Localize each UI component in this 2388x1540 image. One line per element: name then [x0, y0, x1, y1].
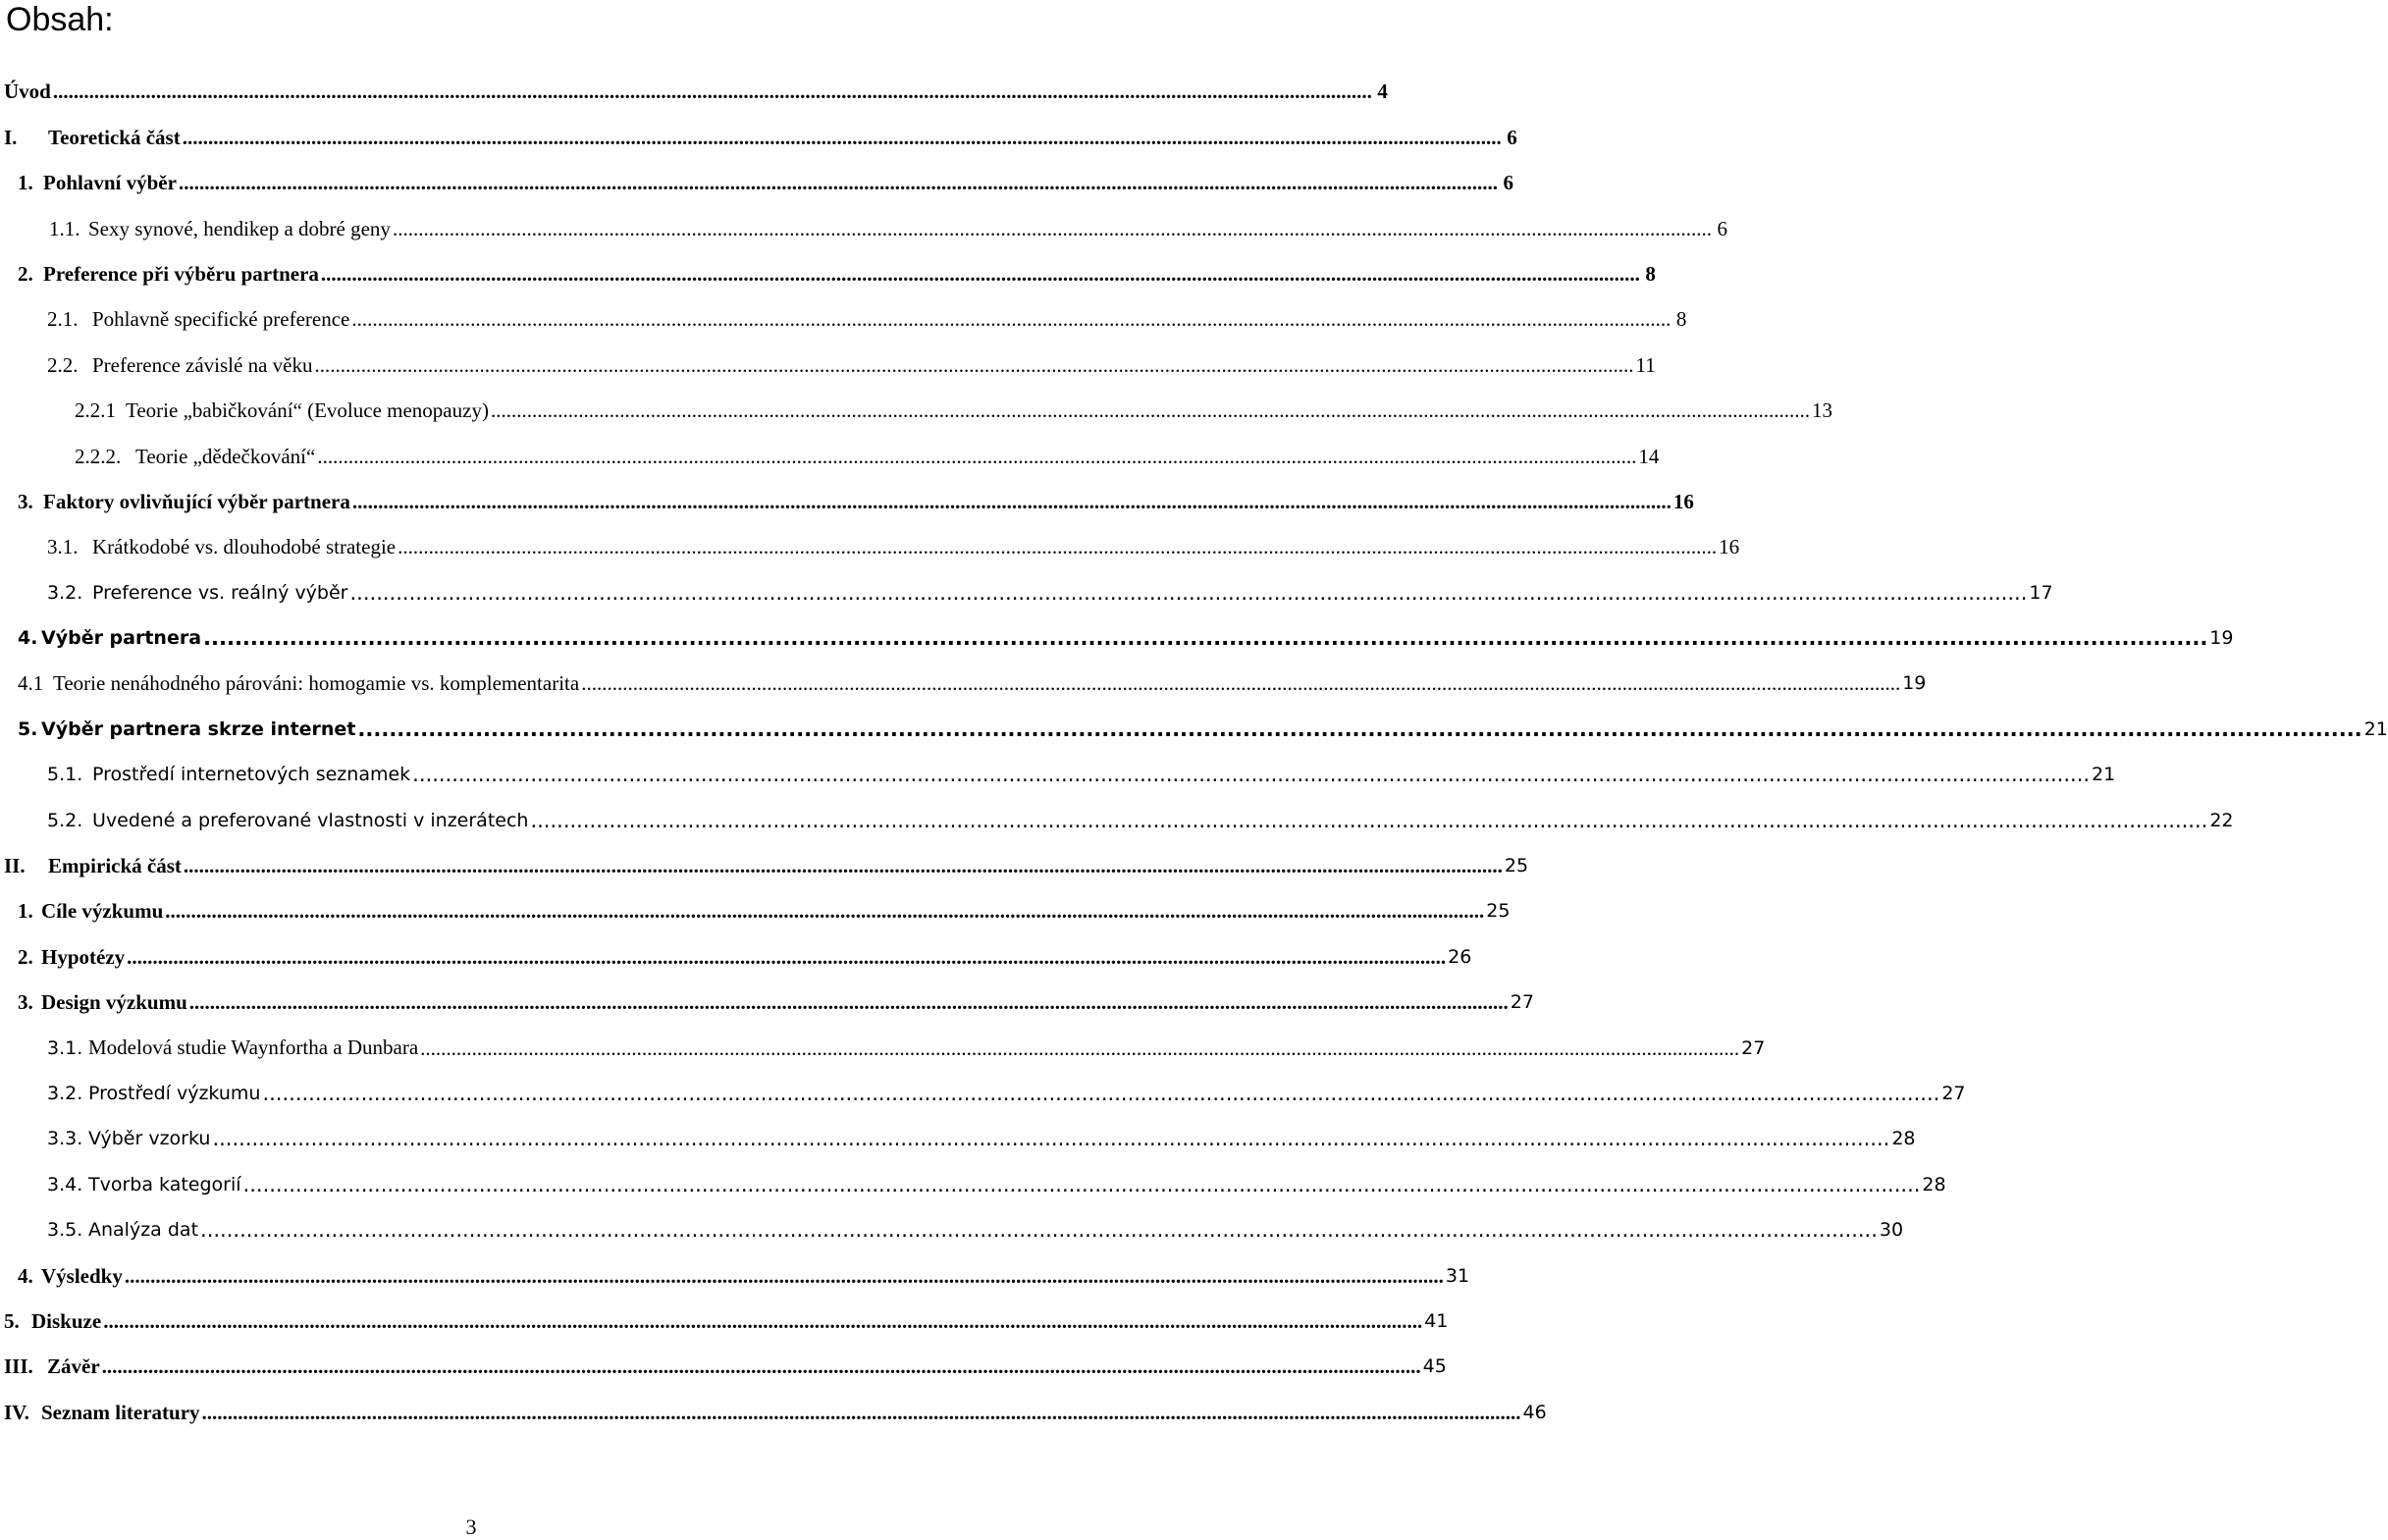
toc-entry[interactable]: [0, 433, 1660, 478]
toc-entry[interactable]: [0, 205, 1727, 250]
toc-entry-title: Pohlavní výběr: [43, 171, 177, 195]
toc-entry-number: 3.: [18, 489, 33, 513]
toc-entry-title: Prostředí výzkumu: [88, 1082, 261, 1104]
leader-dots: [189, 989, 1509, 1015]
toc-entry-title: Empirická část: [48, 854, 182, 878]
toc-entry-label: [47, 762, 410, 787]
toc-entry-label: [47, 306, 349, 332]
toc-entry-number: IV.: [4, 1400, 29, 1424]
leader-dots: [350, 580, 2028, 606]
toc-entry-title: Faktory ovlivňující výběr partnera: [43, 489, 350, 513]
toc-entry-number: 3.2.: [47, 1082, 83, 1104]
toc-entry[interactable]: [0, 752, 2116, 797]
toc-entry[interactable]: [0, 388, 1832, 433]
toc-entry-number: 2.2.: [47, 352, 79, 377]
toc-entry-number: 4.: [18, 627, 38, 650]
toc-entry-page: 13: [1811, 398, 1832, 423]
toc-entry-label: [18, 170, 177, 195]
toc-entry-page: 19: [2209, 627, 2234, 650]
toc-entry-label: [4, 79, 51, 104]
leader-dots: [393, 216, 1712, 241]
toc-entry-number: 5.2.: [47, 809, 83, 831]
toc-entry-title: Výběr vzorku: [88, 1128, 211, 1150]
toc-entry-title: Výsledky: [41, 1263, 123, 1288]
toc-entry[interactable]: [0, 1071, 1966, 1116]
toc-entry[interactable]: [0, 980, 1534, 1025]
toc-entry-label: [18, 261, 319, 287]
toc-entry[interactable]: [0, 1299, 1449, 1344]
leader-dots: [491, 398, 1810, 423]
toc-entry-page: 28: [1891, 1128, 1916, 1150]
toc-entry-title: Teorie „babičkování“ (Evoluce menopauzy): [126, 398, 489, 423]
toc-entry-number: I.: [4, 125, 18, 149]
toc-entry[interactable]: [0, 342, 1656, 387]
toc-entry-page: 8: [1675, 307, 1687, 332]
toc-entry[interactable]: [0, 479, 1694, 524]
toc-entry-title: Hypotézy: [41, 944, 126, 969]
leader-dots: [420, 1036, 1739, 1061]
toc-entry-title: Preference vs. reálný výběr: [92, 581, 348, 604]
toc-entry-page: 21: [2092, 764, 2116, 786]
leader-dots: [203, 625, 2207, 651]
toc-entry-label: [18, 670, 579, 696]
toc-entry-label: [4, 1400, 200, 1425]
leader-dots: [184, 853, 1503, 878]
toc-entry-number: 2.: [18, 261, 33, 286]
toc-entry-title: Preference závislé na věku: [92, 352, 313, 377]
toc-entry[interactable]: [0, 569, 2053, 614]
toc-entry-number: 3.2.: [47, 581, 83, 604]
toc-entry-title: Teorie „dědečkování“: [135, 444, 316, 468]
toc-entry-number: 3.: [18, 990, 33, 1015]
leader-dots: [165, 898, 1484, 924]
toc-entry-number: 3.1.: [47, 1036, 83, 1059]
toc-entry-page: 27: [1741, 1036, 1766, 1059]
toc-entry-title: Analýza dat: [88, 1219, 199, 1242]
leader-dots: [103, 1308, 1422, 1334]
toc-entry-page: 8: [1645, 261, 1656, 286]
toc-entry-page: 16: [1719, 535, 1740, 559]
toc-entry-page: 14: [1638, 444, 1660, 468]
toc-entry-number: 3.4.: [47, 1173, 83, 1195]
leader-dots: [179, 170, 1498, 195]
toc-entry-title: Úvod: [4, 80, 51, 104]
leader-dots: [357, 717, 2361, 742]
leader-dots: [351, 306, 1671, 332]
toc-entry-page: 46: [1522, 1401, 1547, 1423]
toc-entry-number: 4.: [18, 1263, 33, 1288]
toc-entry-label: [18, 1263, 123, 1289]
toc-entry-number: 4.1: [18, 671, 44, 696]
toc-entry-number: II.: [4, 854, 26, 878]
toc-entry-page: 27: [1941, 1082, 1966, 1104]
toc-entry[interactable]: [0, 615, 2234, 661]
leader-dots: [200, 1217, 1878, 1243]
toc-entry-title: Preference při výběru partnera: [43, 261, 319, 286]
toc-entry-page: 11: [1635, 352, 1656, 377]
toc-entry-page: 6: [1503, 171, 1513, 195]
toc-entry-title: Krátkodobé vs. dlouhodobé strategie: [92, 535, 397, 559]
toc-entry-title: Seznam literatury: [41, 1400, 200, 1424]
toc-entry-title: Závěr: [47, 1354, 100, 1379]
toc-entry-title: Prostředí internetových seznamek: [92, 764, 411, 786]
toc-entry[interactable]: [0, 843, 1529, 888]
toc-entry[interactable]: [0, 661, 1927, 706]
toc-entry-page: 21: [2363, 717, 2388, 740]
leader-dots: [183, 125, 1502, 150]
toc-entry-page: 31: [1445, 1264, 1470, 1287]
toc-entry-page: 27: [1510, 991, 1534, 1014]
leader-dots: [321, 261, 1640, 287]
toc-entry-label: [18, 944, 125, 970]
leader-dots: [243, 1172, 1921, 1197]
toc-entry[interactable]: [0, 933, 1472, 979]
toc-entry-title: Sexy synové, hendikep a dobré geny: [88, 216, 391, 240]
toc-entry[interactable]: [0, 1344, 1447, 1389]
toc-entry-page: 41: [1424, 1309, 1449, 1332]
toc-entry-label: [18, 717, 355, 742]
toc-entry-page: 25: [1486, 900, 1511, 923]
toc-entry-title: Teorie nenáhodného párováni: homogamie vs. komplementarita: [53, 671, 580, 696]
leader-dots: [212, 1126, 1889, 1151]
toc-entry-label: [75, 398, 489, 423]
toc-entry-page: 16: [1672, 489, 1694, 513]
leader-dots: [53, 79, 1372, 104]
toc-entry-label: [4, 1354, 100, 1379]
toc-entry-title: Cíle výzkumu: [41, 899, 164, 924]
toc-entry-label: [47, 1126, 210, 1151]
toc-entry[interactable]: [0, 296, 1687, 342]
toc-entry-number: III.: [4, 1354, 33, 1379]
toc-entry-title: Modelová studie Waynfortha a Dunbara: [88, 1035, 419, 1059]
toc-entry-number: 5.: [18, 717, 38, 740]
leader-dots: [530, 808, 2207, 833]
toc-entry[interactable]: [0, 251, 1656, 296]
toc-entry-page: 30: [1879, 1219, 1904, 1242]
toc-entry-page: 22: [2209, 809, 2234, 831]
toc-entry-title: Uvedené a preferované vlastnosti v inzerátech: [92, 809, 529, 831]
toc-entry[interactable]: [0, 888, 1511, 933]
toc-entry-label: [18, 989, 187, 1015]
toc-entry-number: 3.1.: [47, 535, 79, 559]
toc-entry-title: Teoretická část: [48, 125, 181, 149]
leader-dots: [202, 1400, 1521, 1425]
toc-entry-page: 6: [1717, 216, 1727, 240]
toc-entry-label: [18, 625, 201, 651]
toc-entry-page: 25: [1504, 855, 1529, 877]
toc-entry-label: [4, 125, 181, 150]
toc-entry-label: [47, 1035, 418, 1061]
toc-entry[interactable]: [0, 69, 1388, 114]
toc-entry-title: Diskuze: [31, 1308, 102, 1333]
toc-entry-page: 26: [1448, 945, 1472, 968]
toc-entry-label: [49, 216, 391, 241]
leader-dots: [317, 444, 1636, 469]
leader-dots: [125, 1263, 1444, 1289]
toc-entry-label: [47, 352, 312, 378]
page-number: 3: [465, 1514, 477, 1539]
leader-dots: [412, 762, 2090, 787]
toc-entry-label: [47, 1217, 198, 1243]
leader-dots: [127, 944, 1446, 970]
toc-entry-number: 5.: [4, 1308, 20, 1333]
toc-entry-number: 1.: [18, 171, 33, 195]
leader-dots: [352, 489, 1672, 514]
leader-dots: [398, 534, 1717, 559]
toc-entry-label: [47, 1081, 260, 1106]
leader-dots: [314, 352, 1633, 378]
toc-entry-title: Výběr partnera: [41, 627, 202, 650]
toc-entry-number: 3.5.: [47, 1219, 83, 1242]
toc-entry-label: [47, 580, 348, 606]
toc-entry-page: 19: [1902, 672, 1927, 695]
toc-entry-title: Pohlavně specifické preference: [92, 307, 350, 332]
toc-entry-label: [47, 534, 396, 559]
toc-entry[interactable]: [0, 114, 1517, 159]
toc-entry[interactable]: [0, 1116, 1916, 1161]
toc-entry-title: Výběr partnera skrze internet: [41, 717, 356, 740]
leader-dots: [102, 1354, 1421, 1379]
toc-entry[interactable]: [0, 524, 1740, 569]
toc-entry-number: 1.: [18, 899, 33, 924]
toc-entry-label: [18, 898, 163, 924]
table-of-contents: [0, 69, 2388, 1435]
toc-entry[interactable]: [0, 1207, 1904, 1252]
toc-entry-page: 45: [1422, 1355, 1447, 1378]
toc-entry[interactable]: [0, 1025, 1766, 1070]
toc-entry-page: 6: [1507, 125, 1517, 149]
leader-dots: [262, 1081, 1939, 1106]
toc-entry-label: [4, 1308, 101, 1334]
toc-entry-page: 28: [1922, 1173, 1946, 1195]
toc-entry-number: 1.1.: [49, 216, 80, 240]
toc-entry-title: Design výzkumu: [41, 990, 187, 1015]
toc-entry-number: 3.3.: [47, 1128, 83, 1150]
toc-entry-label: [18, 489, 350, 514]
toc-entry-title: Tvorba kategorií: [88, 1173, 241, 1195]
toc-entry-number: 2.: [18, 944, 33, 969]
toc-entry-label: [75, 444, 315, 469]
toc-entry-page: 4: [1377, 80, 1388, 104]
toc-entry-label: [47, 808, 528, 833]
leader-dots: [581, 670, 1900, 696]
toc-entry[interactable]: [0, 160, 1513, 205]
toc-entry[interactable]: [0, 1161, 1946, 1206]
toc-entry-label: [47, 1172, 241, 1197]
toc-entry-page: 17: [2029, 581, 2053, 604]
toc-entry[interactable]: [0, 1389, 1547, 1434]
toc-entry-label: [4, 853, 182, 878]
toc-entry-number: 5.1.: [47, 764, 83, 786]
toc-entry[interactable]: [0, 797, 2234, 842]
page-title: Obsah:: [6, 1, 114, 38]
toc-entry[interactable]: [0, 706, 2388, 751]
toc-entry-number: 2.2.1: [75, 398, 116, 423]
toc-entry[interactable]: [0, 1252, 1470, 1298]
toc-entry-number: 2.1.: [47, 307, 79, 332]
toc-entry-number: 2.2.2.: [75, 444, 122, 468]
